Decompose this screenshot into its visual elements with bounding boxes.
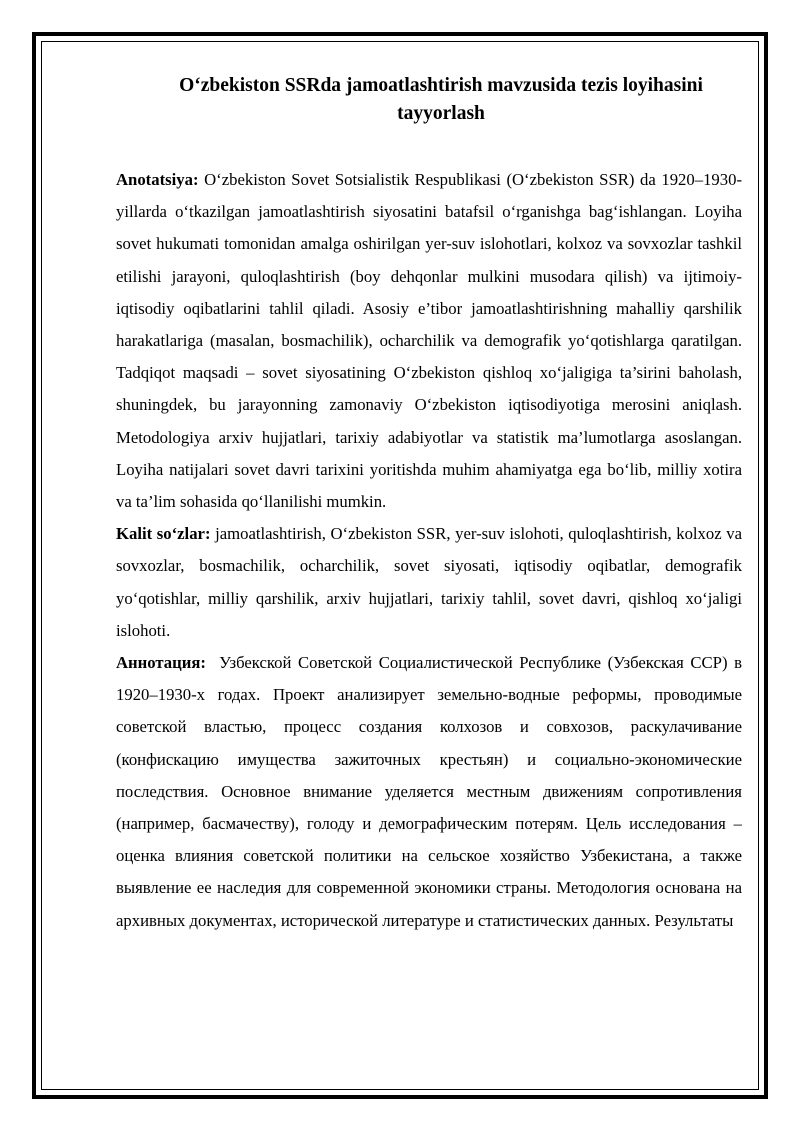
annotation-uz-paragraph (116, 164, 742, 518)
keywords-uz-label: Kalit so‘zlar: (116, 524, 211, 544)
annotation-uz-label: Anotatsiya: (116, 170, 199, 189)
annotation-ru-paragraph (116, 647, 742, 937)
keywords-uz-text: jamoatlashtirish, O‘zbekiston SSR, yer-suv islohoti, quloqlashtirish, kolxoz va sovxozlar, bosmachilik, ocharchilik, sovet siyosati, iqtisodiy oqibatlar, demografik yo‘qotishlar, milliy qarshilik, arxiv hujjatlari, tarixiy tahlil, sovet davri, qishloq xo‘jaligi islohoti. (116, 524, 742, 640)
annotation-ru-label: Аннотация: (116, 653, 206, 673)
keywords-uz-paragraph (116, 518, 742, 647)
document-title: O‘zbekiston SSRda jamoatlashtirish mavzusida tezis loyihasini tayyorlash (179, 75, 703, 124)
annotation-uz-text: O‘zbekiston Sovet Sotsialistik Respublikasi (O‘zbekiston SSR) da 1920–1930-yillarda o‘tkazilgan jamoatlashtirish siyosatini batafsil o‘rganishga bag‘ishlangan. Loyiha sovet hukumati tomonidan amalga oshirilgan yer-suv islohotlari, kolxoz va sovxozlar tashkil etilishi jarayoni, quloqlashtirish (boy dehqonlar mulkini musodara qilish) va ijtimoiy-iqtisodiy oqibatlarini tahlil qiladi. Asosiy e’tibor jamoatlashtirishning mahalliy qarshilik harakatlariga (masalan, bosmachilik), ocharchilik va demografik yo‘qotishlarga qaratilgan. Tadqiqot maqsadi – sovet siyosatining O‘zbekiston qishloq xo‘jaligiga ta’sirini baholash, shuningdek, bu jarayonning zamonaviy O‘zbekiston iqtisodiyotiga merosini aniqlash. Metodologiya arxiv hujjatlari, tarixiy adabiyotlar va statistik ma’lumotlarga asoslangan. Loyiha natijalari sovet davri tarixini yoritishda muhim ahamiyatga ega bo‘lib, milliy xotira va ta’lim sohasida qo‘llanilishi mumkin. (116, 170, 742, 512)
annotation-ru-text: Узбекской Советской Социалистической Республике (Узбекская ССР) в 1920–1930-х годах. Проект анализирует земельно-водные реформы, проводимые советской властью, процесс создания колхозов и совхозов, раскулачивание (конфискацию имущества зажиточных крестьян) и социально-экономические последствия. Основное внимание уделяется местным движениям сопротивления (например, басмачеству), голоду и демографическим потерям. Цель исследования – оценка влияния советской политики на сельское хозяйство Узбекистана, а также выявление ее наследия для современной экономики страны. Методология основана на архивных документах, исторической литературе и статистических данных. Результаты (116, 653, 742, 930)
document-body (116, 72, 742, 937)
